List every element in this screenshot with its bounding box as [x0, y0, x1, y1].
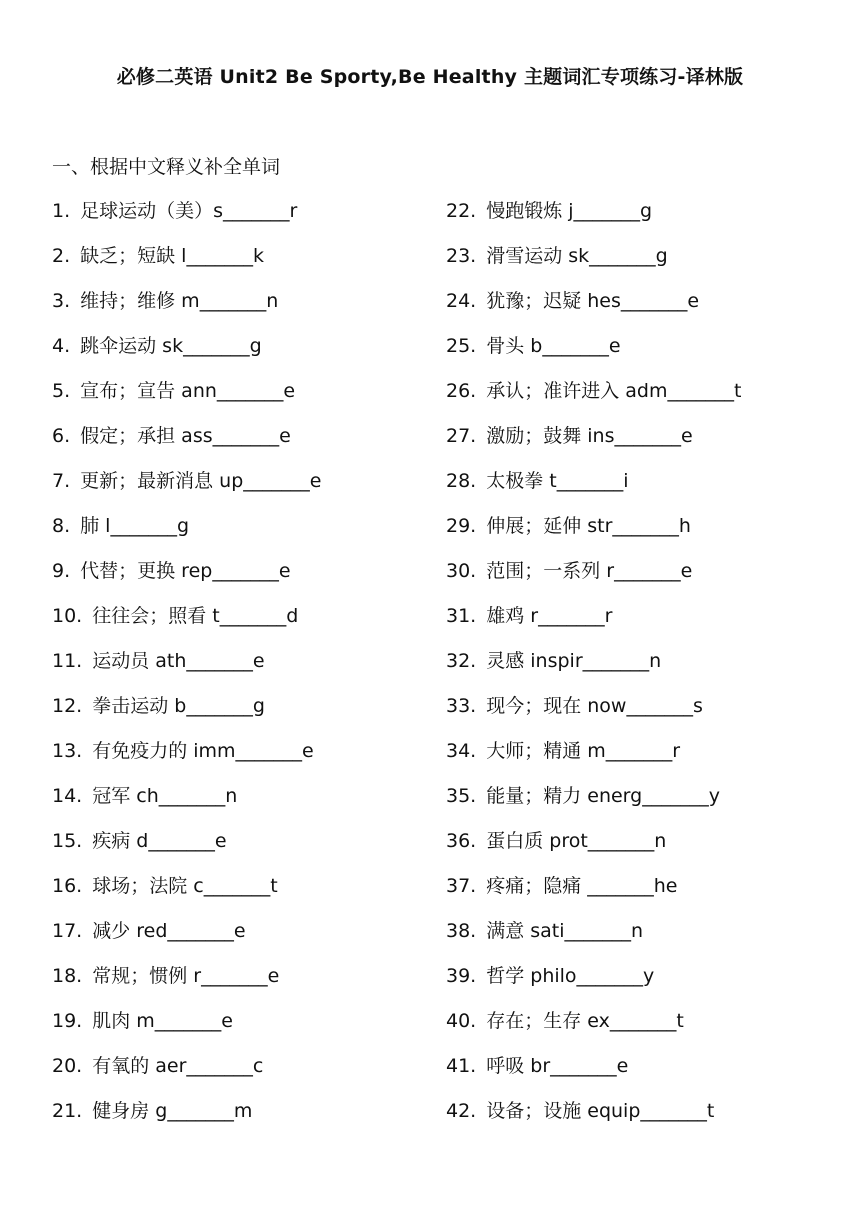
- item-text: 现今；现在 now_______s: [486, 695, 703, 717]
- item-text: 往往会；照看 t_______d: [92, 605, 299, 627]
- item-number: 38.: [446, 920, 477, 942]
- item-number: 10.: [52, 605, 83, 627]
- item-number: 3.: [52, 290, 71, 312]
- item-text: 存在；生存 ex_______t: [486, 1010, 684, 1032]
- item-text: 跳伞运动 sk_______g: [80, 335, 262, 357]
- item-text: 范围；一系列 r_______e: [486, 560, 693, 582]
- item-number: 27.: [446, 425, 477, 447]
- item-text: 宣布；宣告 ann_______e: [80, 380, 296, 402]
- item-number: 22.: [446, 200, 477, 222]
- item-number: 16.: [52, 875, 83, 897]
- exercise-item: [52, 331, 321, 376]
- item-text: 设备；设施 equip_______t: [486, 1100, 715, 1122]
- item-text: 灵感 inspir_______n: [486, 650, 662, 672]
- item-text: 能量；精力 energ_______y: [486, 785, 720, 807]
- exercise-item: [446, 826, 741, 871]
- item-number: 18.: [52, 965, 83, 987]
- item-text: 更新；最新消息 up_______e: [80, 470, 322, 492]
- left-column: [52, 196, 321, 1141]
- exercise-item: [52, 241, 321, 286]
- item-number: 6.: [52, 425, 71, 447]
- exercise-item: [52, 736, 321, 781]
- exercise-item: [52, 646, 321, 691]
- item-text: 代替；更换 rep_______e: [80, 560, 291, 582]
- item-text: 慢跑锻炼 j_______g: [486, 200, 653, 222]
- exercise-item: [52, 871, 321, 916]
- item-text: 假定；承担 ass_______e: [80, 425, 291, 447]
- exercise-item: [446, 421, 741, 466]
- exercise-item: [52, 961, 321, 1006]
- exercise-item: [446, 916, 741, 961]
- item-text: 哲学 philo_______y: [486, 965, 655, 987]
- item-number: 32.: [446, 650, 477, 672]
- item-number: 39.: [446, 965, 477, 987]
- item-number: 1.: [52, 200, 71, 222]
- item-text: 冠军 ch_______n: [92, 785, 238, 807]
- item-number: 40.: [446, 1010, 477, 1032]
- exercise-item: [446, 736, 741, 781]
- exercise-item: [52, 781, 321, 826]
- exercise-item: [446, 1006, 741, 1051]
- item-number: 25.: [446, 335, 477, 357]
- exercise-item: [446, 241, 741, 286]
- exercise-item: [52, 601, 321, 646]
- exercise-item: [446, 961, 741, 1006]
- exercise-item: [446, 556, 741, 601]
- item-number: 36.: [446, 830, 477, 852]
- item-number: 24.: [446, 290, 477, 312]
- exercise-item: [52, 1006, 321, 1051]
- item-text: 疾病 d_______e: [92, 830, 227, 852]
- exercise-item: [446, 466, 741, 511]
- item-number: 28.: [446, 470, 477, 492]
- exercise-item: [52, 286, 321, 331]
- item-text: 犹豫；迟疑 hes_______e: [486, 290, 700, 312]
- item-text: 肌肉 m_______e: [92, 1010, 233, 1032]
- item-text: 健身房 g_______m: [92, 1100, 253, 1122]
- exercise-item: [446, 511, 741, 556]
- item-text: 承认；准许进入 adm_______t: [486, 380, 742, 402]
- item-text: 拳击运动 b_______g: [92, 695, 265, 717]
- item-text: 激励；鼓舞 ins_______e: [486, 425, 693, 447]
- item-text: 维持；维修 m_______n: [80, 290, 279, 312]
- item-text: 常规；惯例 r_______e: [92, 965, 280, 987]
- item-number: 26.: [446, 380, 477, 402]
- item-text: 骨头 b_______e: [486, 335, 621, 357]
- item-number: 20.: [52, 1055, 83, 1077]
- exercise-item: [52, 556, 321, 601]
- item-text: 疼痛；隐痛 _______he: [486, 875, 678, 897]
- item-number: 5.: [52, 380, 71, 402]
- item-number: 2.: [52, 245, 71, 267]
- exercise-item: [446, 331, 741, 376]
- item-text: 有免疫力的 imm_______e: [92, 740, 314, 762]
- exercise-item: [446, 781, 741, 826]
- item-number: 33.: [446, 695, 477, 717]
- item-number: 34.: [446, 740, 477, 762]
- item-text: 滑雪运动 sk_______g: [486, 245, 668, 267]
- exercise-item: [446, 376, 741, 421]
- item-number: 8.: [52, 515, 71, 537]
- section-heading: 一、根据中文释义补全单词: [52, 156, 281, 178]
- item-text: 肺 l_______g: [80, 515, 190, 537]
- item-number: 42.: [446, 1100, 477, 1122]
- exercise-item: [446, 601, 741, 646]
- exercise-item: [446, 1096, 741, 1141]
- exercise-item: [446, 1051, 741, 1096]
- item-text: 运动员 ath_______e: [92, 650, 265, 672]
- exercise-item: [446, 871, 741, 916]
- item-number: 14.: [52, 785, 83, 807]
- item-number: 11.: [52, 650, 83, 672]
- item-number: 31.: [446, 605, 477, 627]
- exercise-item: [52, 196, 321, 241]
- exercise-item: [52, 691, 321, 736]
- right-column: [446, 196, 741, 1141]
- item-number: 15.: [52, 830, 83, 852]
- exercise-item: [52, 466, 321, 511]
- item-number: 30.: [446, 560, 477, 582]
- item-text: 减少 red_______e: [92, 920, 246, 942]
- item-text: 呼吸 br_______e: [486, 1055, 629, 1077]
- exercise-item: [52, 826, 321, 871]
- item-number: 23.: [446, 245, 477, 267]
- exercise-item: [52, 1051, 321, 1096]
- item-number: 35.: [446, 785, 477, 807]
- item-number: 4.: [52, 335, 71, 357]
- exercise-item: [446, 286, 741, 331]
- item-number: 7.: [52, 470, 71, 492]
- item-number: 9.: [52, 560, 71, 582]
- exercise-item: [52, 1096, 321, 1141]
- exercise-item: [446, 196, 741, 241]
- item-text: 有氧的 aer_______c: [92, 1055, 264, 1077]
- item-text: 蛋白质 prot_______n: [486, 830, 667, 852]
- document-title: 必修二英语 Unit2 Be Sporty,Be Healthy 主题词汇专项练习-译林版: [116, 66, 744, 88]
- item-text: 缺乏；短缺 l_______k: [80, 245, 264, 267]
- item-text: 伸展；延伸 str_______h: [486, 515, 691, 537]
- item-number: 13.: [52, 740, 83, 762]
- exercise-item: [52, 376, 321, 421]
- item-number: 41.: [446, 1055, 477, 1077]
- item-text: 球场；法院 c_______t: [92, 875, 278, 897]
- item-number: 29.: [446, 515, 477, 537]
- item-number: 19.: [52, 1010, 83, 1032]
- exercise-item: [52, 421, 321, 466]
- item-text: 大师；精通 m_______r: [486, 740, 681, 762]
- exercise-item: [52, 511, 321, 556]
- exercise-item: [446, 691, 741, 736]
- exercise-item: [446, 646, 741, 691]
- exercise-item: [52, 916, 321, 961]
- item-number: 17.: [52, 920, 83, 942]
- item-number: 12.: [52, 695, 83, 717]
- item-text: 足球运动（美）s_______r: [80, 200, 298, 222]
- item-text: 太极拳 t_______i: [486, 470, 629, 492]
- item-number: 37.: [446, 875, 477, 897]
- item-text: 雄鸡 r_______r: [486, 605, 613, 627]
- item-text: 满意 sati_______n: [486, 920, 644, 942]
- item-number: 21.: [52, 1100, 83, 1122]
